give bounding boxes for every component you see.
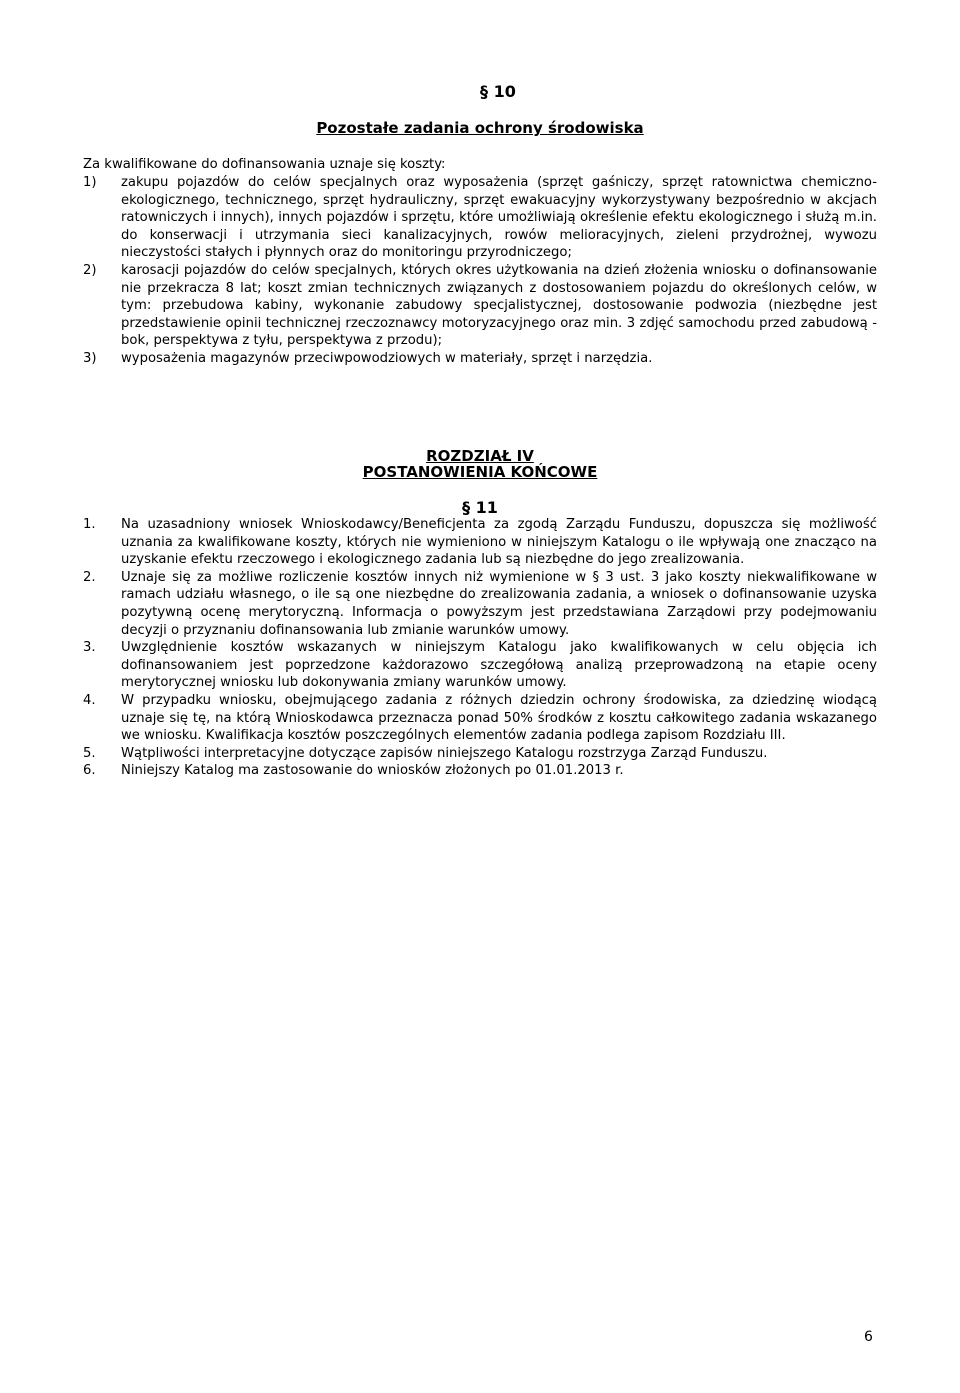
list-item-text: Na uzasadniony wniosek Wnioskodawcy/Beneficjenta za zgodą Zarządu Funduszu, dopuszcza się możliwość uznania za kwalifikowane koszty, których nie wymieniono w niniejszym Katalogu o ile wpływają one znacząco na uzyskanie efektu rzeczowego i ekologicznego zadania lub są niezbędne do jego zrealizowania.: [121, 517, 877, 568]
section-11-symbol: § 11: [462, 498, 498, 517]
chapter-subtitle: POSTANOWIENIA KOŃCOWE: [362, 463, 598, 481]
list-item: [83, 692, 877, 745]
list-item-number: 2.: [83, 569, 96, 585]
list-item-number: 4.: [83, 692, 96, 708]
list-item-text: wyposażenia magazynów przeciwpowodziowych w materiały, sprzęt i narzędzia.: [121, 350, 653, 366]
list-item-text: Niniejszy Katalog ma zastosowanie do wniosków złożonych po 01.01.2013 r.: [121, 763, 624, 779]
section-10-title: Pozostałe zadania ochrony środowiska: [316, 119, 644, 137]
list-item-text: Wątpliwości interpretacyjne dotyczące zapisów niniejszego Katalogu rozstrzyga Zarząd Funduszu.: [121, 745, 768, 761]
list-item-number: 1.: [83, 517, 96, 532]
list-item-text: Uwzględnienie kosztów wskazanych w niniejszym Katalogu jako kwalifikowanych w celu objęcia ich dofinansowaniem jest poprzedzone każdorazowo szczegółową analizą przeprowadzoną na etapie oceny merytorycznej wniosku lub dokonywania zmiany warunków umowy.: [121, 640, 877, 691]
list-item: [83, 174, 877, 262]
list-item-number: 3.: [83, 640, 96, 656]
list-item-number: 1): [83, 175, 97, 190]
list-item-text: Uznaje się za możliwe rozliczenie kosztów innych niż wymienione w § 3 ust. 3 jako koszty niekwalifikowane w ramach udziału własnego, o ile są one niezbędne do zrealizowania zadania, a wniosek o dofinansowanie uzyska pozytywną ocenę merytoryczną. Informacja o powyższym jest przedstawiana Zarządowi przy podejmowaniu decyzji o przyznaniu dofinansowania lub zmianie warunków umowy.: [121, 569, 877, 638]
section-11-list: [83, 516, 877, 780]
list-item-text: W przypadku wniosku, obejmującego zadania z różnych dziedzin ochrony środowiska, za dziedzinę wiodącą uznaje się tę, na którą Wnioskodawca przeznacza ponad 50% środków z kosztu całkowitego zadania wskazanego we wniosku. Kwalifikacja kosztów poszczególnych elementów zadania podlega zapisom Rozdziału III.: [121, 692, 877, 744]
list-item: [83, 262, 877, 350]
page-number: 6: [864, 1329, 873, 1345]
list-item: [83, 569, 877, 639]
section-10-intro: Za kwalifikowane do dofinansowania uznaje się koszty:: [83, 157, 446, 172]
list-item-number: 3): [83, 350, 97, 366]
list-item: [83, 516, 877, 569]
list-item: [83, 745, 877, 763]
chapter-title: ROZDZIAŁ IV: [426, 447, 534, 465]
list-item-number: 6.: [83, 763, 96, 779]
list-item-number: 2): [83, 262, 97, 278]
list-item-text: karosacji pojazdów do celów specjalnych, których okres użytkowania na dzień złożenia wniosku o dofinansowanie nie przekracza 8 lat; koszt zmian technicznych związanych z dostosowaniem pojazdu do określonych celów, w tym: przebudowa kabiny, wykonanie zabudowy specjalistycznej, dostosowanie podwozia (niezbędne jest przedstawienie opinii technicznej rzeczoznawcy motoryzacyjnego oraz min. 3 zdjęć samochodu przed zabudową - bok, perspektywa z tyłu, perspektywa z przodu);: [121, 262, 877, 349]
list-item-number: 5.: [83, 745, 96, 761]
list-item: [83, 350, 877, 368]
list-item-text: zakupu pojazdów do celów specjalnych oraz wyposażenia (sprzęt gaśniczy, sprzęt ratownictwa chemiczno-ekologicznego, technicznego, sprzęt hydrauliczny, sprzęt ewakuacyjny wykorzystywany bezpośrednio w akcjach ratowniczych i innych), innych pojazdów i sprzętu, które umożliwiają określenie efektu ekologicznego i służą m.in. do konserwacji i utrzymania sieci kanalizacyjnych, rowów melioracyjnych, zieleni przydrożnej, wywozu nieczystości stałych i płynnych oraz do monitoringu przyrodniczego;: [121, 175, 877, 261]
list-item: [83, 639, 877, 692]
section-10-list: [83, 174, 877, 368]
section-10-symbol: § 10: [480, 82, 516, 101]
list-item: [83, 762, 877, 780]
